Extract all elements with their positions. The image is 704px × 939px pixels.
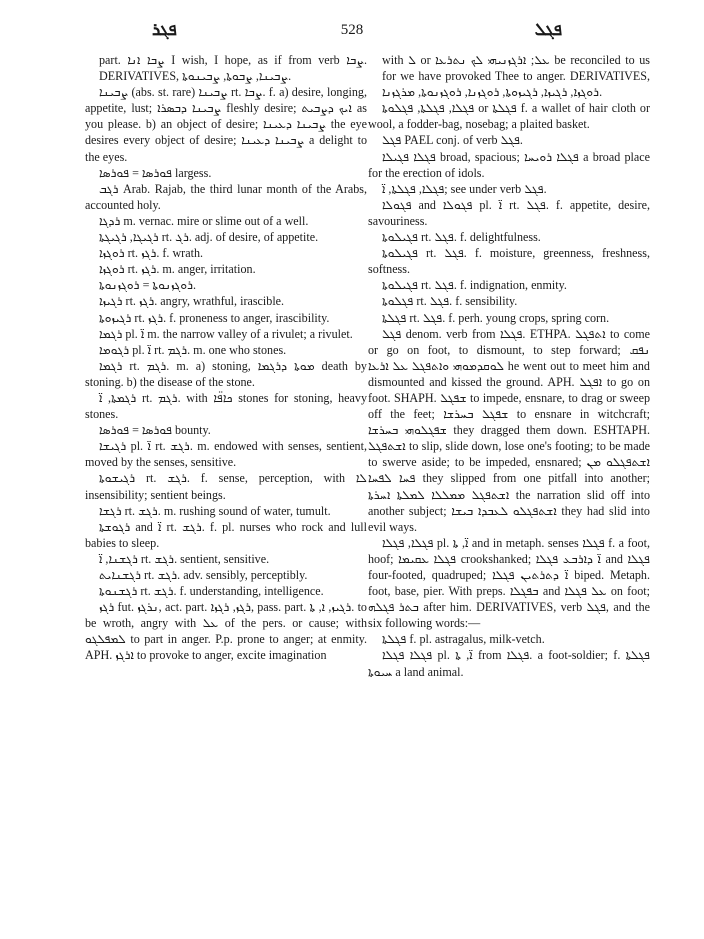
dictionary-entry: ܦܘܪܣܐ = ܦܘܪܣܐ largess. bbox=[99, 165, 212, 180]
dictionary-entry: ܦܓܠܐ ܦܓܝܠܐ broad, spacious; ܦܓܠܐ ܪܘܝܚܐ a broad place for the erection of idols. bbox=[368, 149, 650, 180]
header-right-word: ܦܓܠ bbox=[534, 20, 562, 40]
dictionary-entry: ܪܓܒ Arab. Rajab, the third lunar month of the Arabs, accounted holy. bbox=[85, 181, 367, 212]
left-column bbox=[85, 52, 367, 932]
dictionary-entry: ܪܓܫܐ rt. ܪܓܫ. m. rushing sound of water, tumult. bbox=[99, 503, 331, 518]
dictionary-entry: ܦܓܠܘܬܐ rt. ܦܓܠ. f. sensibility. bbox=[382, 294, 518, 309]
dictionary-entry: ܪܓܝܫܐ pl. ܐ̈ rt. ܪܓܫ. m. endowed with senses, sentient, moved by the senses, sensitive. bbox=[85, 439, 367, 470]
dictionary-entry: ܪܓܡܐ rt. ܪܓܡ. m. a) stoning, ܡܘܬܐ ܕܪܓܡܐ death by stoning. b) the disease of the stone. bbox=[85, 358, 367, 389]
dictionary-entry: ܦܓܠܐ, ܦܓܠܬܐ, ܐ̈; see under verb ܦܓܠ. bbox=[382, 181, 547, 196]
dictionary-entry: ܦܘܪܣܐ = ܦܘܪܣܐ bounty. bbox=[99, 423, 211, 438]
dictionary-entry: ܪܓܝܫܘܬܐ rt. ܪܓܫ. f. sense, perception, with ܠܐ insensibility; sentient beings. bbox=[85, 471, 367, 502]
dictionary-entry: ܦܓܝܠܘܬܐ rt. ܦܓܠ. f. moisture, greenness, freshness, softness. bbox=[368, 246, 650, 277]
dictionary-entry: ܪܓܡܬܐ, ܐ̈ rt. ܪܓܡ. with ܟܐܦ̈ܐ stones for stoning, heavy stones. bbox=[85, 390, 367, 422]
dictionary-entry: ܦܓܘܠܐ and ܦܓܘܠܐ pl. ܐ̈ rt. ܦܓܠ. f. appetite, desire, savouriness. bbox=[368, 197, 650, 228]
dictionary-entry: ܦܓܠܬܐ rt. ܦܓܠ. f. perh. young crops, spring corn. bbox=[382, 310, 610, 325]
dictionary-entry: ܦܓܠܐ ܦܓܠܐ pl. ܐ̈, ܬܐ from ܦܓܠܐ. a foot-soldier; f. ܦܓܠܬܐ ܚܝܘܬܐ a land animal. bbox=[368, 648, 650, 679]
dictionary-entry: ܪܓܙ fut. ܢܪܓܙ, act. part. ܪܓܙ, ܪܓܙܐ, pass. part. ܪܓܝܙ, ܐ, ܬܐ. to be wroth, angry with ܥܠ of the pers. or cause; with ܠܡܦܠܓܘ to part in anger. P.p. prone to anger; at enmity. APH. ܐܪܓܙ to provoke to anger, excite imagination bbox=[85, 600, 367, 663]
dictionary-entry: ܦܓܠܐ, ܦܓܠܬܐ, ܦܓܠܘܬܐ or ܦܓܠܬܐ f. a wallet of hair cloth or wool, a fodder-bag, nosebag; a plaited basket. bbox=[368, 101, 650, 132]
dictionary-entry: ܪܘܓܙܐ rt. ܪܓܙ. m. anger, irritation. bbox=[99, 262, 256, 277]
dictionary-entry: ܦܓܠ denom. verb from ܦܓܠܐ. ETHPA. ܐܬܦܓܠ to come or go on foot, to dismount, to step forward; ܢܦܩ ܠܘܩܕܡܘܗܝ ܘܐܬܦܓܠ ܥܠ ܐܪܥܐ he went out to meet him and dismounted and kissed the ground. APH. ܐܦܓܠ to go on foot. SHAPH. ܫܦܓܠ to impede, ensnare, to drag or sweep off the feet; ܫܦܓܠ ܒܚܪܫܐ to ensnare in witchcraft; ܫܦܓܠܘܗܝ ܒܚܪܫܐ they dragged them down. ESHTAPH. ܐܫܬܦܓܠ to slip, slide down, lose one's footing; to be made to swerve aside; to be impeded, ensnared; ܐܫܬܦܓܠܘ ܡܢ ܦܚܐ ܠܦܚܐ they slipped from one pitfall into another; ܐܫܬܦܓܠ ܡܡܠܠܐ ܠܡܠܬܐ ܐܚܪܬܐ the narration slid off into another subject; ܐܫܬܦܓܠܘ ܠܥܒܕܐ ܒܝܫܐ they had slid into evil ways. bbox=[368, 326, 650, 534]
dictionary-entry: ܪܓܘܫܬܐ and ܐ̈ rt. ܪܓܫ. f. pl. nurses who rock and lull babies to sleep. bbox=[85, 519, 367, 550]
dictionary-entry: ܪܘܓܙܢܘܬܐ = ܪܘܓܙܢܘܬܐ. bbox=[99, 278, 196, 293]
dictionary-entry: ܦܓܠܬܐ f. pl. astragalus, milk-vetch. bbox=[382, 632, 545, 647]
dictionary-entry: ܨܒܝܢܐ (abs. st. rare) ܨܒܝܢܐ rt. ܨܒܐ. f. a) desire, longing, appetite, lust; ܨܒܝܢܐ ܕܒܣܪܐ fleshly desire; ܐܝܟ ܕܨܒܝܬ as you please. b) an object of desire; ܨܒܝܢܐ ܕܥܝܢܐ the eye desires every object of desire; ܨܒܝܢܐ ܕܥܝܢܐ a delight to the eyes. bbox=[85, 85, 367, 164]
dictionary-entry: with ܠ or ܥܠ; ܐܪܓܙܢܝܗܝ ܠܟ ܢܬܪܥܐ be reconciled to us for we have provoked Thee to anger. DERIVATIVES, ܪܘܓܙܐ, ܪܓܝܙܐ, ܪܓܝܙܘܬܐ, ܪܘܓܙܢܐ, ܪܘܓܙܢܘܬܐ, ܡܪܓܙܢܐ. bbox=[382, 53, 650, 100]
dictionary-entry: ܪܓܫܢܐ, ܐ̈ rt. ܪܓܫ. sentient, sensitive. bbox=[99, 551, 270, 566]
dictionary-entry: ܪܓܡܐ pl. ܐ̈ m. the narrow valley of a rivulet; a rivulet. bbox=[99, 326, 353, 341]
dictionary-entry: ܪܘܓܙܐ rt. ܪܓܙ. f. wrath. bbox=[99, 246, 204, 261]
right-column bbox=[368, 52, 650, 932]
dictionary-entry: part. ܨܒܐ ܐܢܐ I wish, I hope, as if from verb ܨܒܐ. DERIVATIVES, ܨܒܝܢܐ, ܨܒܘܬܐ, ܨܒܝܢܘܬܐ. bbox=[99, 53, 367, 84]
dictionary-entry: ܪܓܘܡܐ pl. ܐ̈ rt. ܪܓܡ. m. one who stones. bbox=[99, 342, 287, 357]
dictionary-entry: ܪܓܝܓܐ, ܪܓܝܓܬܐ rt. ܪܓ. adj. of desire, of appetite. bbox=[99, 230, 319, 245]
dictionary-entry: ܦܓܠܐ, ܦܓܠܐ pl. ܐ̈, ܬܐ and in metaph. senses ܦܓܠܐ f. a foot, hoof; ܦܓܠܐ ܥܩܝܡܐ crookshanked; ܐ̈ ܕܐܪܒܥ ܦܓܠܐ and ܦܓܠܐ four-footed, quadruped; ܐ̈ ܕܬܪܬܝܢ ܦܓܠܐ biped. Metaph. foot, base, pier. With preps. ܒܦܓܠܐ and ܥܠ ܦܓܠܐ on foot; ܒܬܪ ܦܓܠܗ after him. DERIVATIVES, verb ܦܓܠ, and the six following words:— bbox=[368, 535, 650, 631]
dictionary-entry: ܪܓܝܙܐ rt. ܪܓܙ. angry, wrathful, irascible. bbox=[99, 294, 285, 309]
dictionary-entry: ܦܓܝܠܘܬܐ rt. ܦܓܠ. f. delightfulness. bbox=[382, 230, 541, 245]
header-left-word: ܦܓܪ bbox=[152, 20, 177, 40]
dictionary-entry: ܪܓܫܢܘܬܐ rt. ܪܓܫ. f. understanding, intelligence. bbox=[99, 584, 324, 599]
dictionary-entry: ܦܓܝܠܘܬܐ rt. ܦܓܠ. f. indignation, enmity. bbox=[382, 278, 567, 293]
dictionary-entry: ܪܓܝܙܘܬܐ rt. ܪܓܙ. f. proneness to anger, irascibility. bbox=[99, 310, 330, 325]
dictionary-entry: ܪܓܫܢܐܝܬ rt. ܪܓܫ. adv. sensibly, perceptibly. bbox=[99, 568, 308, 582]
page-number: 528 bbox=[340, 22, 364, 38]
dictionary-entry: ܪܕܓܐ m. vernac. mire or slime out of a well. bbox=[99, 213, 309, 228]
dictionary-entry: ܦܓܠ PAEL conj. of verb ܦܓܠ. bbox=[382, 133, 523, 148]
